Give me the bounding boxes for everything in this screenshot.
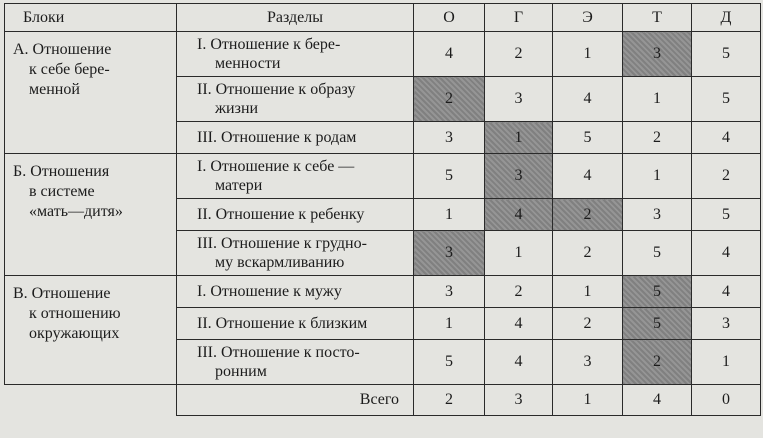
section-label xyxy=(177,199,414,231)
value-cell: 5 xyxy=(623,231,692,276)
total-value-cell: 2 xyxy=(414,385,485,416)
section-label xyxy=(177,308,414,340)
section-label-line: матери xyxy=(215,177,263,194)
value-cell: 1 xyxy=(553,276,623,308)
value-cell: 1 xyxy=(485,122,553,154)
value-cell: 5 xyxy=(623,276,692,308)
table-body xyxy=(5,32,761,416)
section-label-line: менности xyxy=(215,55,281,72)
value-cell: 4 xyxy=(553,154,623,199)
value-cell: 1 xyxy=(692,340,761,385)
section-label-line: II. Отношение к образу xyxy=(197,81,356,98)
block-label-line: Б. Отношения xyxy=(13,163,110,180)
section-label-line: I. Отношение к мужу xyxy=(197,283,342,300)
value-cell: 4 xyxy=(485,308,553,340)
section-label-line: II. Отношение к близким xyxy=(197,315,368,332)
total-value-cell: 0 xyxy=(692,385,761,416)
section-label xyxy=(177,122,414,154)
value-cell: 4 xyxy=(553,77,623,122)
section-label xyxy=(177,340,414,385)
header-blocks: Блоки xyxy=(5,4,177,32)
section-label-line: I. Отношение к себе — xyxy=(197,158,355,175)
block-label xyxy=(5,32,177,154)
value-cell: 3 xyxy=(623,32,692,77)
total-label: Всего xyxy=(177,385,414,416)
section-label-line: III. Отношение к грудно- xyxy=(197,235,367,252)
value-cell: 1 xyxy=(414,308,485,340)
section-label xyxy=(177,276,414,308)
value-cell: 3 xyxy=(414,276,485,308)
value-cell: 2 xyxy=(623,340,692,385)
value-cell: 2 xyxy=(553,308,623,340)
relationship-table xyxy=(4,3,761,416)
header-col-t: Т xyxy=(623,4,692,32)
section-label-line: II. Отношение к ребенку xyxy=(197,206,365,223)
value-cell: 2 xyxy=(485,276,553,308)
total-row xyxy=(5,385,761,416)
total-value-cell: 4 xyxy=(623,385,692,416)
section-label-line: му вскармливанию xyxy=(215,254,345,271)
block-label-line: к отношению xyxy=(29,305,121,322)
block-label-line: «мать—дитя» xyxy=(29,203,123,220)
value-cell: 2 xyxy=(414,77,485,122)
value-cell: 3 xyxy=(485,77,553,122)
total-blank-cell xyxy=(5,385,177,416)
block-label-line: менной xyxy=(29,81,80,98)
total-value-cell: 3 xyxy=(485,385,553,416)
value-cell: 4 xyxy=(485,340,553,385)
header-col-o: О xyxy=(414,4,485,32)
value-cell: 2 xyxy=(553,231,623,276)
header-col-g: Г xyxy=(485,4,553,32)
total-value-cell: 1 xyxy=(553,385,623,416)
header-col-d: Д xyxy=(692,4,761,32)
section-label-line: III. Отношение к родам xyxy=(197,129,357,146)
value-cell: 2 xyxy=(692,154,761,199)
value-cell: 4 xyxy=(692,231,761,276)
value-cell: 3 xyxy=(553,340,623,385)
table-row xyxy=(5,154,761,199)
block-label xyxy=(5,154,177,276)
value-cell: 5 xyxy=(692,32,761,77)
value-cell: 2 xyxy=(623,122,692,154)
value-cell: 5 xyxy=(692,199,761,231)
value-cell: 1 xyxy=(485,231,553,276)
value-cell: 5 xyxy=(414,154,485,199)
value-cell: 2 xyxy=(553,199,623,231)
value-cell: 3 xyxy=(623,199,692,231)
table-row xyxy=(5,276,761,308)
block-label-line: В. Отношение xyxy=(13,285,111,302)
section-label-line: I. Отношение к бере- xyxy=(197,36,341,53)
value-cell: 5 xyxy=(623,308,692,340)
value-cell: 3 xyxy=(485,154,553,199)
value-cell: 4 xyxy=(692,122,761,154)
value-cell: 1 xyxy=(623,154,692,199)
section-label xyxy=(177,77,414,122)
block-label-line: к себе бере- xyxy=(29,61,110,78)
value-cell: 5 xyxy=(692,77,761,122)
section-label xyxy=(177,154,414,199)
section-label-line: ронним xyxy=(215,363,267,380)
value-cell: 1 xyxy=(553,32,623,77)
value-cell: 4 xyxy=(692,276,761,308)
header-col-e: Э xyxy=(553,4,623,32)
block-label-line: окружающих xyxy=(29,325,120,342)
section-label xyxy=(177,231,414,276)
value-cell: 2 xyxy=(485,32,553,77)
header-sections: Разделы xyxy=(177,4,414,32)
section-label-line: жизни xyxy=(215,100,259,117)
section-label-line: III. Отношение к посто- xyxy=(197,344,360,361)
value-cell: 5 xyxy=(414,340,485,385)
value-cell: 3 xyxy=(692,308,761,340)
header-row xyxy=(5,4,761,32)
value-cell: 4 xyxy=(485,199,553,231)
value-cell: 5 xyxy=(553,122,623,154)
value-cell: 1 xyxy=(414,199,485,231)
value-cell: 4 xyxy=(414,32,485,77)
section-label xyxy=(177,32,414,77)
table-row xyxy=(5,32,761,77)
block-label xyxy=(5,276,177,385)
block-label-line: А. Отношение xyxy=(13,41,112,58)
value-cell: 3 xyxy=(414,122,485,154)
value-cell: 1 xyxy=(623,77,692,122)
value-cell: 3 xyxy=(414,231,485,276)
block-label-line: в системе xyxy=(29,183,95,200)
